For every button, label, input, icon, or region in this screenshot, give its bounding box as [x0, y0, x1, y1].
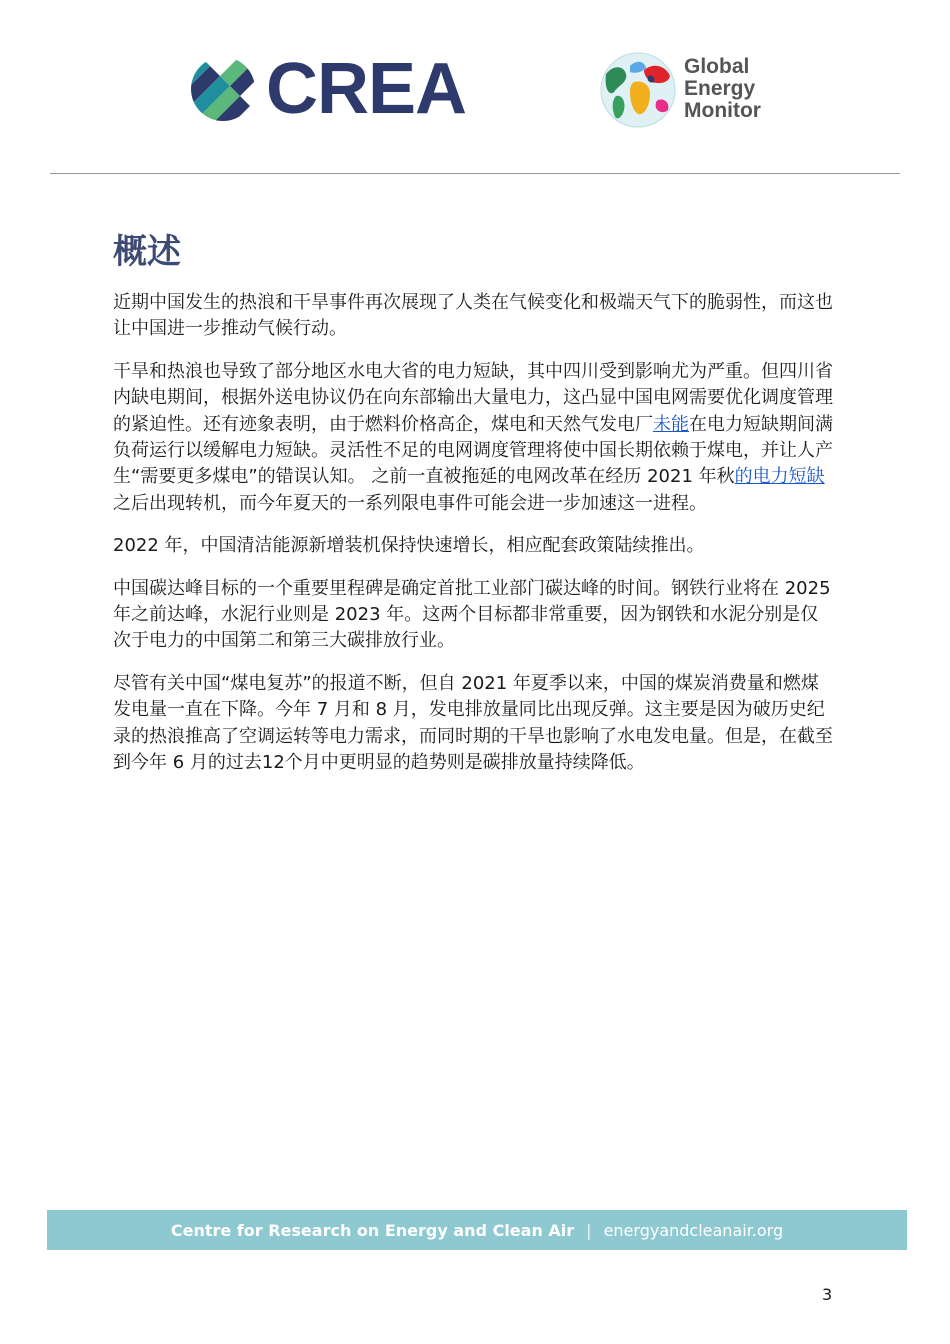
link-power-shortage[interactable]: 的电力短缺: [734, 466, 825, 488]
footer-org-name: Centre for Research on Energy and Clean Air: [170, 1220, 575, 1240]
footer-band: [47, 1210, 907, 1250]
footer-url[interactable]: energyandcleanair.org: [603, 1220, 784, 1240]
gem-logo-text: [684, 56, 761, 122]
paragraph-3: 2022 年，中国清洁能源新增装机保持快速增长，相应配套政策陆续推出。: [113, 535, 705, 557]
paragraph-2-text-a: 干旱和热浪也导致了部分地区水电大省的电力短缺，其中四川受到影响尤为严重。但四川省内缺电期间，根据外送电协议仍在向东部输出大量电力，这凸显中国电网需要优化调度管理的紧迫性。还有迹象表明，由于燃料价格高企，煤电和天然气发电厂: [113, 360, 833, 435]
crea-logo-mark-icon: [190, 56, 256, 122]
paragraph-2-text-c: 之后出现转机，而今年夏天的一系列限电事件可能会进一步加速这一进程。: [113, 492, 707, 514]
crea-logo-text: CREA: [266, 49, 467, 129]
section-title: 概述: [113, 232, 181, 272]
main-content: [113, 228, 833, 793]
link-weineng[interactable]: 未能: [653, 413, 689, 435]
page-number: 3: [822, 1285, 833, 1304]
paragraph-2-text-b: 在电力短缺期间满负荷运行以缓解电力短缺。灵活性不足的电网调度管理将使中国长期依赖于煤电，并让人产生“需要更多煤电”的错误认知。 之前一直被拖延的电网改革在经历 2021 年秋: [113, 413, 833, 488]
page-header: [0, 0, 950, 175]
paragraph-2: [113, 359, 833, 517]
gem-logo: [600, 52, 780, 132]
globe-icon: [600, 52, 676, 128]
paragraph-4: 中国碳达峰目标的一个重要里程碑是确定首批工业部门碳达峰的时间。钢铁行业将在 2025 年之前达峰，水泥行业则是 2023 年。这两个目标都非常重要，因为钢铁和水泥分别是仅次于电力的中国第二和第三大碳排放行业。: [113, 577, 831, 652]
footer-separator: |: [586, 1220, 592, 1240]
gem-logo-line: Monitor: [684, 99, 761, 122]
paragraph-5: 尽管有关中国“煤电复苏”的报道不断，但自 2021 年夏季以来，中国的煤炭消费量和燃煤发电量一直在下降。今年 7 月和 8 月，发电排放量同比出现反弹。这主要是因为破历史纪录的热浪推高了空调运转等电力需求，而同时期的干旱也影响了水电发电量。但是，在截至到今年 6 月的过去12个月中更明显的趋势则是碳排放量持续降低。: [113, 672, 833, 774]
paragraph-1: 近期中国发生的热浪和干旱事件再次展现了人类在气候变化和极端天气下的脆弱性，而这也让中国进一步推动气候行动。: [113, 292, 833, 340]
header-divider: [50, 173, 900, 174]
gem-logo-line: Energy: [684, 77, 756, 100]
crea-logo: [190, 49, 490, 129]
gem-logo-line: Global: [684, 55, 750, 78]
